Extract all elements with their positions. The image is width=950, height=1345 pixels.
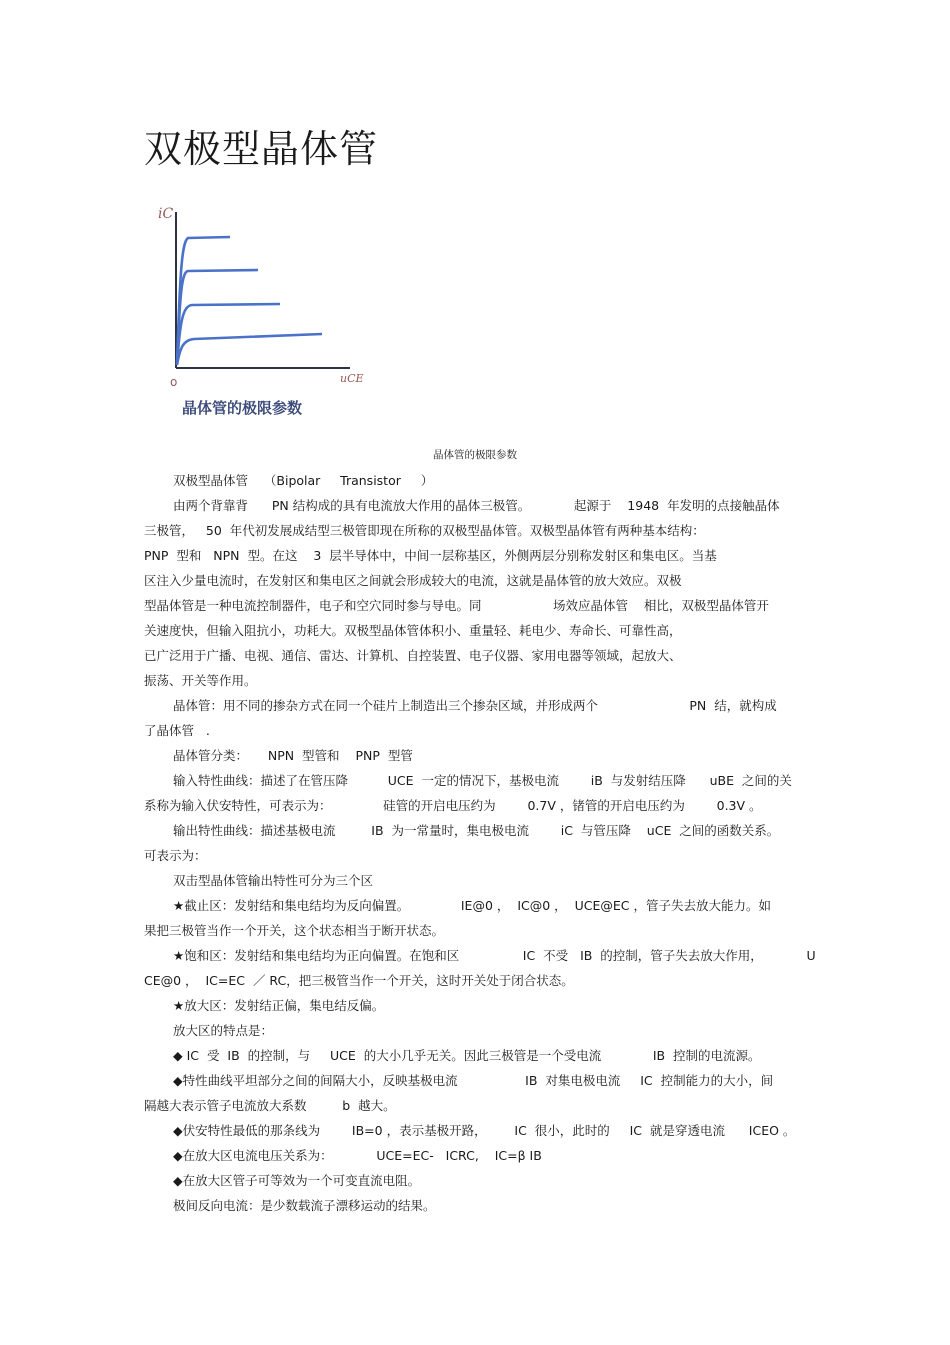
x-axis-label: uCE	[340, 372, 364, 385]
text-line: ◆在放大区电流电压关系为： UCE=EC- ICRC, IC=β IB	[173, 1148, 542, 1163]
text-line: 型晶体管是一种电流控制器件，电子和空穴同时参与导电。同 场效应晶体管 相比，双极型晶体管开	[144, 598, 769, 613]
text-line: 系称为输入伏安特性，可表示为： 硅管的开启电压约为 0.7V ，锗管的开启电压约为 0.3V 。	[144, 798, 762, 813]
text-line: 已广泛用于广播、电视、通信、雷达、计算机、自控装置、电子仪器、家用电器等领域，起放大、	[144, 648, 682, 663]
curve-1	[177, 237, 230, 365]
figure-inner-label: 晶体管的极限参数	[182, 399, 303, 417]
text-line: ★饱和区：发射结和集电结均为正向偏置。在饱和区 IC 不受 IB 的控制，管子失去放大作用， U	[173, 948, 816, 963]
text-line: 输出特性曲线：描述基极电流 IB 为一常量时，集电极电流 iC 与管压降 uCE 之间的函数关系。	[173, 823, 780, 838]
page-title: 双极型晶体管	[144, 127, 379, 171]
figure-caption: 晶体管的极限参数	[433, 449, 517, 461]
text-line: 区注入少量电流时，在发射区和集电区之间就会形成较大的电流，这就是晶体管的放大效应。双极	[144, 573, 682, 588]
text-line: ◆特性曲线平坦部分之间的间隔大小，反映基极电流 IB 对集电极电流 IC 控制能力的大小，间	[173, 1073, 774, 1088]
text-line: 双击型晶体管输出特性可分为三个区	[173, 873, 374, 888]
text-line: 三极管， 50 年代初发展成结型三极管即现在所称的双极型晶体管。双极型晶体管有两种基本结构：	[144, 523, 705, 538]
output-curves-svg	[152, 200, 382, 425]
text-line: ★放大区：发射结正偏，集电结反偏。	[173, 998, 385, 1013]
text-line: 输入特性曲线：描述了在管压降 UCE 一定的情况下，基极电流 iB 与发射结压降 uBE 之间的关	[173, 773, 792, 788]
text-line: 可表示为：	[144, 848, 207, 863]
text-line: 振荡、开关等作用。	[144, 673, 257, 688]
text-line: 由两个背靠背 PN 结构成的具有电流放大作用的晶体三极管。 起源于 1948 年发明的点接触晶体	[173, 498, 780, 513]
text-line: ◆在放大区管子可等效为一个可变直流电阻。	[173, 1173, 421, 1188]
y-axis-label: iC	[158, 206, 174, 222]
curve-4	[177, 334, 322, 365]
text-line: 关速度快，但输入阻抗小，功耗大。双极型晶体管体积小、重量轻、耗电少、寿命长、可靠性高，	[144, 623, 682, 638]
text-line: 了晶体管 .	[144, 723, 210, 738]
text-line: 极间反向电流：是少数载流子漂移运动的结果。	[173, 1198, 436, 1213]
text-line: ◆ IC 受 IB 的控制，与 UCE 的大小几乎无关。因此三极管是一个受电流 IB 控制的电流源。	[173, 1048, 761, 1063]
text-line: 隔越大表示管子电流放大系数 b 越大。	[144, 1098, 396, 1113]
text-line: 果把三极管当作一个开关，这个状态相当于断开状态。	[144, 923, 445, 938]
curve-2	[177, 270, 258, 365]
body-text	[144, 468, 816, 1218]
text-line: 晶体管：用不同的掺杂方式在同一个硅片上制造出三个掺杂区域，并形成两个 PN 结，就构成	[173, 698, 777, 713]
text-line: ◆伏安特性最低的那条线为 IB=0 ，表示基极开路， IC 很小，此时的 IC 就是穿透电流 ICEO 。	[173, 1123, 796, 1138]
text-line: 晶体管分类： NPN 型管和 PNP 型管	[173, 748, 413, 763]
text-line: CE@0 ， IC=EC ／ RC，把三极管当作一个开关，这时开关处于闭合状态。	[144, 973, 574, 988]
output-characteristic-figure	[152, 200, 382, 425]
curve-3	[177, 304, 280, 365]
text-line: ★截止区：发射结和集电结均为反向偏置。 IE@0 ， IC@0 ， UCE@EC ，管子失去放大能力。如	[173, 898, 771, 913]
text-line: PNP 型和 NPN 型。在这 3 层半导体中，中间一层称基区，外侧两层分别称发射区和集电区。当基	[144, 548, 717, 563]
text-line: 双极型晶体管 （Bipolar Transistor ）	[173, 473, 434, 488]
text-line: 放大区的特点是：	[173, 1023, 274, 1038]
origin-label: o	[170, 375, 178, 389]
